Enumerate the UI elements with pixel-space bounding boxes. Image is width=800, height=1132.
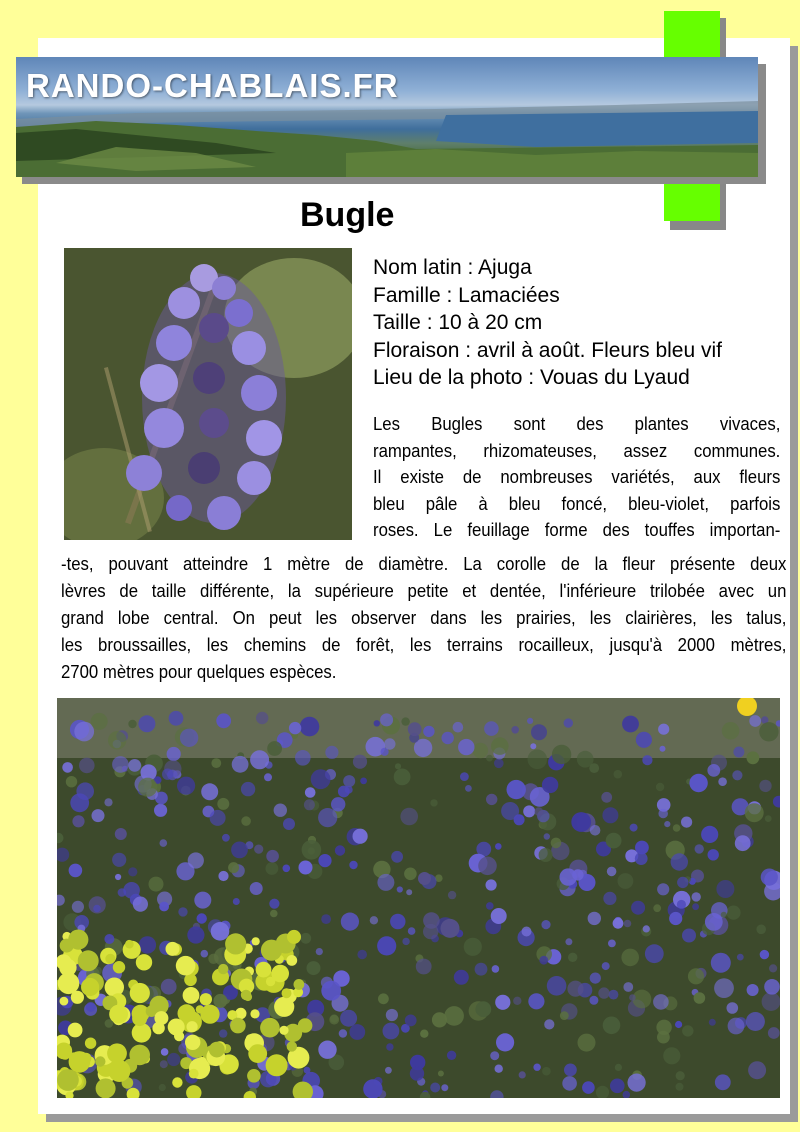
description-line: lèvres de taille différente, la supérieure petite et dentée, l'inférieure trilobée avec un xyxy=(61,581,787,601)
description-bottom xyxy=(61,551,786,686)
plant-facts xyxy=(373,254,722,392)
fact-photo-location: Lieu de la photo : Vouas du Lyaud xyxy=(373,366,690,389)
fact-flowering: Floraison : avril à août. Fleurs bleu vif xyxy=(373,338,722,362)
plant-title: Bugle xyxy=(300,196,395,234)
flower-closeup-photo xyxy=(64,248,352,540)
description-line: 2700 mètres pour quelques espèces. xyxy=(61,662,337,682)
site-title[interactable]: RANDO-CHABLAIS.FR xyxy=(26,67,399,104)
fact-family: Famille : Lamaciées xyxy=(373,283,560,307)
fact-latin-name: Nom latin : Ajuga xyxy=(373,256,532,279)
description-top xyxy=(373,411,780,544)
description-line: roses. Le feuillage forme des touffes importan- xyxy=(373,520,781,540)
header-banner[interactable] xyxy=(16,57,758,177)
description-line: les broussailles, les chemins de forêt, les terrains rocailleux, jusqu'à 2000 mètres, xyxy=(61,635,787,655)
description-line: -tes, pouvant atteindre 1 mètre de diamètre. La corolle de la fleur présente deux xyxy=(61,554,787,574)
description-line: grand lobe central. On peut les observer dans les prairies, les clairières, les talus, xyxy=(61,608,787,628)
flower-field-image xyxy=(57,698,780,1098)
flower-field-photo xyxy=(57,698,780,1098)
description-line: bleu pâle à bleu foncé, bleu-violet, parfois xyxy=(373,493,781,514)
fact-size: Taille : 10 à 20 cm xyxy=(373,311,543,334)
description-line: rampantes, rhizomateuses, assez communes. xyxy=(373,440,781,461)
description-line: Les Bugles sont des plantes vivaces, xyxy=(373,414,781,434)
description-line: Il existe de nombreuses variétés, aux fleurs xyxy=(373,467,781,487)
flower-closeup-image xyxy=(64,248,352,540)
